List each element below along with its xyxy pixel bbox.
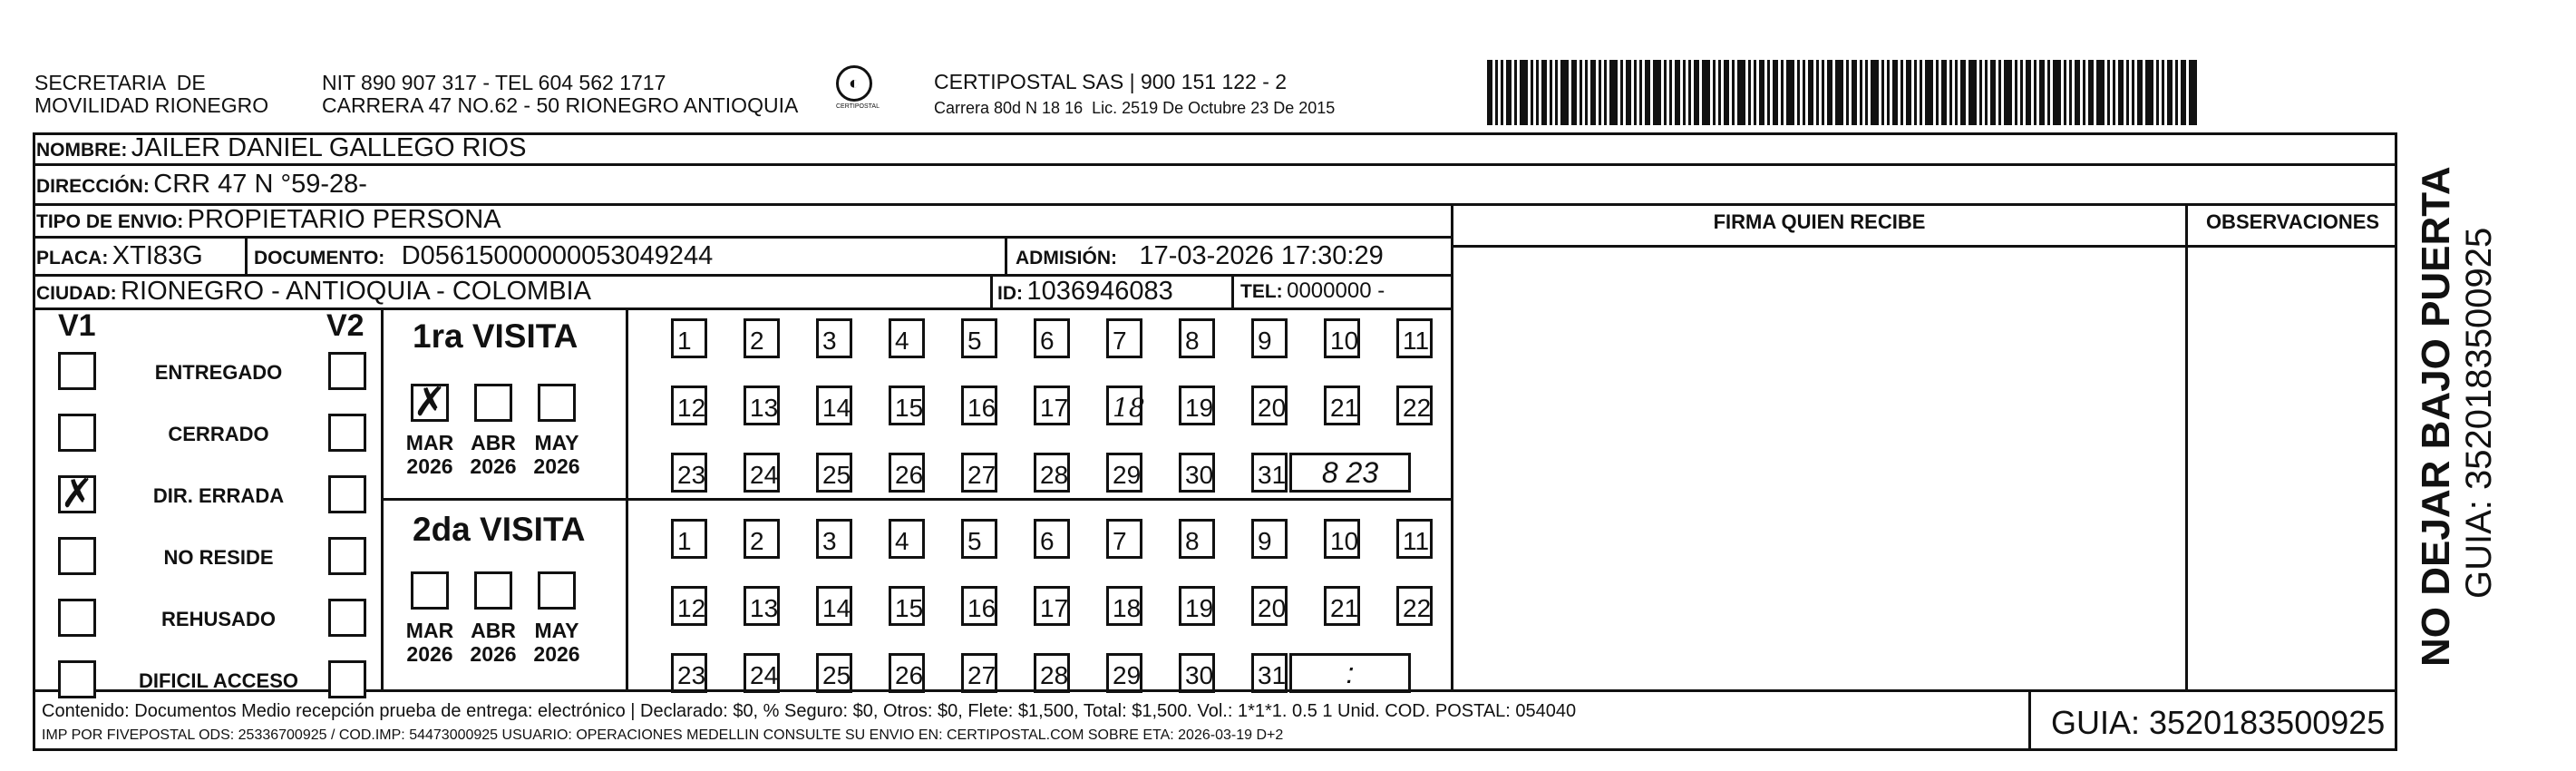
certipostal-line2: Carrera 80d N 18 16 Lic. 2519 De Octubre 23 De 2015 [934, 99, 1336, 117]
first-visit-time-box[interactable]: 8 23 [1289, 453, 1411, 493]
barcode-bar [2096, 60, 2105, 125]
barcode-bar [1925, 60, 1933, 125]
barcode-bar [1852, 60, 1857, 125]
barcode-bar [1835, 60, 1843, 125]
barcode [1487, 60, 2394, 125]
barcode-bar [1968, 60, 1977, 125]
logo-subtext: CERTIPOSTAL [836, 103, 880, 110]
barcode-bar [1737, 60, 1745, 125]
nombre-label: NOMBRE: [36, 140, 128, 161]
barcode-bar [1949, 60, 1952, 125]
first-visit-month-name: MAY [534, 431, 579, 454]
first-visit-day-box[interactable]: 3 [816, 318, 852, 358]
firma-heading: FIRMA QUIEN RECIBE [1713, 210, 1926, 233]
barcode-bar [1683, 60, 1686, 125]
barcode-bar [1713, 60, 1716, 125]
barcode-bar [1653, 60, 1661, 125]
barcode-bar [2069, 60, 2072, 125]
second-visit-day-box[interactable]: 5 [961, 519, 997, 559]
second-visit-day-box[interactable]: 12 [671, 586, 707, 626]
tel-label: TEL: [1240, 281, 1283, 302]
second-visit-day-box[interactable]: 4 [889, 519, 925, 559]
barcode-bar [1536, 60, 1539, 125]
barcode-bar [1620, 60, 1623, 125]
barcode-bar [1506, 60, 1512, 125]
v2-checkbox[interactable] [328, 475, 366, 513]
footer-guia: GUIA: 3520183500925 [2051, 704, 2386, 741]
admision-label: ADMISIÓN: [1016, 248, 1117, 268]
barcode-bar [1520, 60, 1528, 125]
first-visit-day-box[interactable]: 15 [889, 386, 925, 425]
v2-checkbox[interactable] [328, 537, 366, 575]
direccion-label: DIRECCIÓN: [36, 176, 150, 197]
barcode-bar [2175, 60, 2178, 125]
second-visit-day-box[interactable]: 15 [889, 586, 925, 626]
first-visit-day-box[interactable]: 10 [1324, 318, 1360, 358]
second-visit-day-box[interactable]: 25 [816, 653, 852, 693]
ciudad-field [36, 278, 591, 309]
first-visit-month-year: 2026 [533, 454, 580, 478]
barcode-bar [1669, 60, 1672, 125]
second-visit-day-box[interactable]: 8 [1179, 519, 1215, 559]
ciudad-value: RIONEGRO - ANTIOQUIA - COLOMBIA [121, 277, 591, 306]
nombre-field [36, 134, 526, 166]
second-visit-day-box[interactable]: 30 [1179, 653, 1215, 693]
second-visit-day-box[interactable]: 1 [671, 519, 707, 559]
v1-heading: V1 [58, 308, 96, 343]
admision-value: 17-03-2026 17:30:29 [1139, 241, 1384, 270]
barcode-bar [2145, 60, 2153, 125]
barcode-bar [1960, 60, 1966, 125]
first-visit-day-box[interactable]: 17 [1034, 386, 1070, 425]
first-visit-day-box[interactable]: 4 [889, 318, 925, 358]
first-visit-day-box[interactable]: 24 [744, 453, 780, 493]
barcode-bar [2156, 60, 2159, 125]
barcode-bar [1732, 60, 1735, 125]
barcode-bar [1487, 60, 1492, 125]
second-visit-month-checkbox[interactable] [538, 571, 576, 610]
second-visit-month-name: MAR [405, 619, 454, 642]
barcode-bar [1724, 60, 1729, 125]
observaciones-heading: OBSERVACIONES [2205, 210, 2380, 233]
first-visit-day-box[interactable]: 2 [744, 318, 780, 358]
barcode-bar [1827, 60, 1832, 125]
status-label: ENTREGADO [154, 361, 283, 384]
tipo-envio-label: TIPO DE ENVIO: [36, 211, 184, 232]
status-label: NO RESIDE [163, 546, 274, 569]
first-visit-day-box[interactable]: 1 [671, 318, 707, 358]
second-visit-month-year: 2026 [406, 642, 453, 666]
certipostal-line1: CERTIPOSTAL SAS | 900 151 122 - 2 [934, 70, 1288, 93]
barcode-bar [1797, 60, 1800, 125]
barcode-bar [1860, 60, 1862, 125]
barcode-bar [2047, 60, 2050, 125]
barcode-bar [2075, 60, 2080, 125]
first-visit-day-box[interactable]: 5 [961, 318, 997, 358]
barcode-bar [1892, 60, 1898, 125]
barcode-bar [1941, 60, 1947, 125]
second-visit-day-box[interactable]: 29 [1106, 653, 1142, 693]
barcode-bar [1702, 60, 1710, 125]
barcode-bar [1718, 60, 1721, 125]
first-visit-day-box[interactable]: 31 [1251, 453, 1288, 493]
second-visit-month-checkbox[interactable] [474, 571, 512, 610]
v2-checkbox[interactable] [328, 660, 366, 698]
barcode-bar [2126, 60, 2129, 125]
barcode-bar [2034, 60, 2036, 125]
barcode-bar [1571, 60, 1577, 125]
first-visit-title: 1ra VISITA [413, 317, 578, 355]
barcode-bar [1998, 60, 2001, 125]
second-visit-day-box[interactable]: 7 [1106, 519, 1142, 559]
ciudad-label: CIUDAD: [36, 283, 117, 304]
second-visit-day-box[interactable]: 19 [1179, 586, 1215, 626]
first-visit-month-name: MAR [405, 431, 454, 454]
second-visit-day-box[interactable]: 9 [1251, 519, 1288, 559]
second-visit-day-box[interactable]: 24 [744, 653, 780, 693]
barcode-bar [2053, 60, 2061, 125]
v2-heading: V2 [326, 308, 365, 343]
first-visit-day-box[interactable]: 30 [1179, 453, 1215, 493]
first-visit-month-checkbox[interactable] [538, 384, 576, 422]
nit-line1: NIT 890 907 317 - TEL 604 562 1717 [322, 71, 666, 94]
barcode-bar [1990, 60, 1996, 125]
barcode-bar [2181, 60, 2186, 125]
second-visit-day-box[interactable]: 6 [1034, 519, 1070, 559]
v1-checkbox[interactable] [58, 537, 96, 575]
barcode-bar [2118, 60, 2124, 125]
barcode-bar [1871, 60, 1879, 125]
barcode-bar [1936, 60, 1939, 125]
status-label: CERRADO [168, 423, 269, 445]
id-field [997, 278, 1173, 309]
barcode-bar [1664, 60, 1667, 125]
first-visit-day-box[interactable]: 28 [1034, 453, 1070, 493]
first-visit-month-year: 2026 [470, 454, 517, 478]
first-visit-month-checkbox[interactable] [474, 384, 512, 422]
id-value: 1036946083 [1026, 277, 1173, 306]
secretaria-line1: SECRETARIA DE [34, 71, 206, 94]
second-visit-month-year: 2026 [470, 642, 517, 666]
second-visit-day-box[interactable]: 14 [816, 586, 852, 626]
barcode-bar [1694, 60, 1699, 125]
barcode-bar [2083, 60, 2085, 125]
first-visit-day-box[interactable]: 22 [1396, 386, 1433, 425]
second-visit-day-box[interactable]: 23 [671, 653, 707, 693]
second-visit-month-name: ABR [471, 619, 516, 642]
first-visit-day-box[interactable]: 7 [1106, 318, 1142, 358]
second-visit-day-box[interactable]: 28 [1034, 653, 1070, 693]
barcode-bar [1881, 60, 1884, 125]
barcode-bar [2020, 60, 2023, 125]
tipo-envio-field [36, 206, 501, 238]
second-visit-day-box[interactable]: 31 [1251, 653, 1288, 693]
barcode-bar [1541, 60, 1547, 125]
status-label: REHUSADO [161, 608, 276, 630]
placa-value: XTI83G [112, 241, 203, 270]
first-visit-day-box[interactable]: 18 [1106, 386, 1142, 425]
barcode-bar [1822, 60, 1824, 125]
first-visit-month-name: ABR [471, 431, 516, 454]
barcode-bar [1555, 60, 1558, 125]
second-visit-month-name: MAY [534, 619, 579, 642]
status-label: DIR. ERRADA [152, 484, 285, 507]
second-visit-day-box[interactable]: 16 [961, 586, 997, 626]
second-visit-day-box[interactable]: 13 [744, 586, 780, 626]
nit-line2: CARRERA 47 NO.62 - 50 RIONEGRO ANTIOQUIA [322, 93, 799, 117]
barcode-bar [1634, 60, 1637, 125]
barcode-bar [1590, 60, 1596, 125]
v2-checkbox[interactable] [328, 599, 366, 637]
barcode-bar [1865, 60, 1868, 125]
v2-checkbox[interactable] [328, 352, 366, 390]
barcode-bar [2137, 60, 2143, 125]
first-visit-day-box[interactable]: 14 [816, 386, 852, 425]
id-label: ID: [997, 283, 1023, 304]
first-visit-day-box[interactable]: 25 [816, 453, 852, 493]
first-visit-day-box[interactable]: 20 [1251, 386, 1288, 425]
logo-icon: ◐ [836, 65, 872, 102]
barcode-bar [1808, 60, 1813, 125]
barcode-bar [2107, 60, 2110, 125]
barcode-bar [1816, 60, 1819, 125]
second-visit-day-box[interactable]: 18 [1106, 586, 1142, 626]
first-visit-day-box[interactable]: 16 [961, 386, 997, 425]
second-visit-day-box[interactable]: 10 [1324, 519, 1360, 559]
documento-value: D05615000000053049244 [401, 241, 714, 270]
barcode-bar [1585, 60, 1588, 125]
barcode-bar [1846, 60, 1849, 125]
barcode-bar [1786, 60, 1794, 125]
status-label: DIFICIL ACCESO [138, 669, 298, 692]
barcode-bar [1599, 60, 1601, 125]
first-visit-day-box[interactable]: 27 [961, 453, 997, 493]
barcode-bar [1781, 60, 1784, 125]
no-dejar-bajo-puerta: NO DEJAR BAJO PUERTA [2414, 166, 2458, 667]
second-visit-month-year: 2026 [533, 642, 580, 666]
first-visit-day-box[interactable]: 13 [744, 386, 780, 425]
barcode-bar [1675, 60, 1680, 125]
second-visit-time-box[interactable]: : [1289, 653, 1411, 693]
v1-checkbox[interactable] [58, 414, 96, 452]
first-visit-day-box[interactable]: 23 [671, 453, 707, 493]
barcode-bar [2015, 60, 2017, 125]
admision-field [1016, 242, 1384, 274]
barcode-bar [1979, 60, 1982, 125]
first-visit-day-box[interactable]: 8 [1179, 318, 1215, 358]
documento-field [254, 242, 713, 274]
barcode-bar [2162, 60, 2164, 125]
barcode-bar [2004, 60, 2012, 125]
first-visit-day-box[interactable]: 21 [1324, 386, 1360, 425]
barcode-bar [2132, 60, 2134, 125]
barcode-bar [1501, 60, 1503, 125]
barcode-bar [1626, 60, 1631, 125]
second-visit-day-box[interactable]: 17 [1034, 586, 1070, 626]
second-visit-day-box[interactable]: 11 [1396, 519, 1433, 559]
tipo-envio-value: PROPIETARIO PERSONA [187, 205, 501, 234]
second-visit-day-box[interactable]: 21 [1324, 586, 1360, 626]
barcode-bar [2088, 60, 2094, 125]
barcode-bar [1773, 60, 1778, 125]
v1-checkbox[interactable] [58, 660, 96, 698]
second-visit-month-checkbox[interactable] [411, 571, 449, 610]
side-guia: GUIA: 3520183500925 [2459, 227, 2499, 599]
direccion-field [36, 171, 367, 202]
barcode-bar [1748, 60, 1751, 125]
tel-value: 0000000 - [1287, 278, 1385, 303]
first-visit-day-box[interactable]: 12 [671, 386, 707, 425]
barcode-bar [2026, 60, 2031, 125]
first-visit-day-box[interactable]: 6 [1034, 318, 1070, 358]
barcode-bar [2113, 60, 2115, 125]
v1-checkbox[interactable] [58, 352, 96, 390]
barcode-bar [1754, 60, 1756, 125]
barcode-bar [1767, 60, 1770, 125]
first-visit-day-box[interactable]: 9 [1251, 318, 1288, 358]
tel-field [1240, 278, 1385, 307]
first-visit-day-box[interactable]: 26 [889, 453, 925, 493]
first-visit-day-box[interactable]: 29 [1106, 453, 1142, 493]
documento-label: DOCUMENTO: [254, 248, 385, 268]
placa-field [36, 242, 203, 274]
barcode-bar [1604, 60, 1607, 125]
barcode-bar [1920, 60, 1922, 125]
secretaria-line2: MOVILIDAD RIONEGRO [34, 93, 269, 117]
barcode-bar [1550, 60, 1552, 125]
footer-content-line: Contenido: Documentos Medio recepción prueba de entrega: electrónico | Declarado: $0, % Seguro: $0, Otros: $0, Flete: $1,500, Total: $1,500. Vol.: 1*1*1. 0.5 1 Unid. COD. POSTAL: 054040 [42, 701, 1577, 721]
first-visit-day-box[interactable]: 11 [1396, 318, 1433, 358]
second-visit-day-box[interactable]: 26 [889, 653, 925, 693]
v1-checkbox[interactable]: ✗ [58, 475, 96, 513]
first-visit-day-box[interactable]: 19 [1179, 386, 1215, 425]
second-visit-day-box[interactable]: 20 [1251, 586, 1288, 626]
barcode-bar [1514, 60, 1517, 125]
second-visit-day-box[interactable]: 2 [744, 519, 780, 559]
barcode-bar [1688, 60, 1691, 125]
second-visit-title: 2da VISITA [413, 511, 586, 548]
barcode-bar [1495, 60, 1498, 125]
v2-checkbox[interactable] [328, 414, 366, 452]
barcode-bar [2039, 60, 2045, 125]
v1-checkbox[interactable] [58, 599, 96, 637]
first-visit-month-checkbox[interactable]: ✗ [411, 384, 449, 422]
barcode-bar [1914, 60, 1917, 125]
barcode-bar [1639, 60, 1642, 125]
barcode-bar [1985, 60, 1988, 125]
barcode-bar [2167, 60, 2173, 125]
barcode-bar [1645, 60, 1650, 125]
first-visit-month-year: 2026 [406, 454, 453, 478]
barcode-bar [1759, 60, 1764, 125]
barcode-bar [1609, 60, 1618, 125]
barcode-bar [1887, 60, 1890, 125]
second-visit-day-box[interactable]: 27 [961, 653, 997, 693]
barcode-bar [1955, 60, 1958, 125]
direccion-value: CRR 47 N °59-28- [153, 170, 367, 199]
barcode-bar [1906, 60, 1911, 125]
barcode-bar [1580, 60, 1582, 125]
barcode-bar [2064, 60, 2066, 125]
nombre-value: JAILER DANIEL GALLEGO RIOS [131, 133, 527, 162]
barcode-bar [1560, 60, 1569, 125]
barcode-bar [2189, 60, 2197, 125]
certipostal-logo [836, 65, 880, 110]
footer-imp-line: IMP POR FIVEPOSTAL ODS: 25336700925 / COD.IMP: 54473000925 USUARIO: OPERACIONES MEDELLIN CONSULTE SU ENVIO EN: CERTIPOSTAL.COM SOBRE ETA: 2026-03-19 D+2 [42, 727, 1284, 743]
placa-label: PLACA: [36, 248, 109, 268]
barcode-bar [1900, 60, 1903, 125]
second-visit-day-box[interactable]: 22 [1396, 586, 1433, 626]
barcode-bar [1803, 60, 1805, 125]
barcode-bar [1531, 60, 1533, 125]
second-visit-day-box[interactable]: 3 [816, 519, 852, 559]
